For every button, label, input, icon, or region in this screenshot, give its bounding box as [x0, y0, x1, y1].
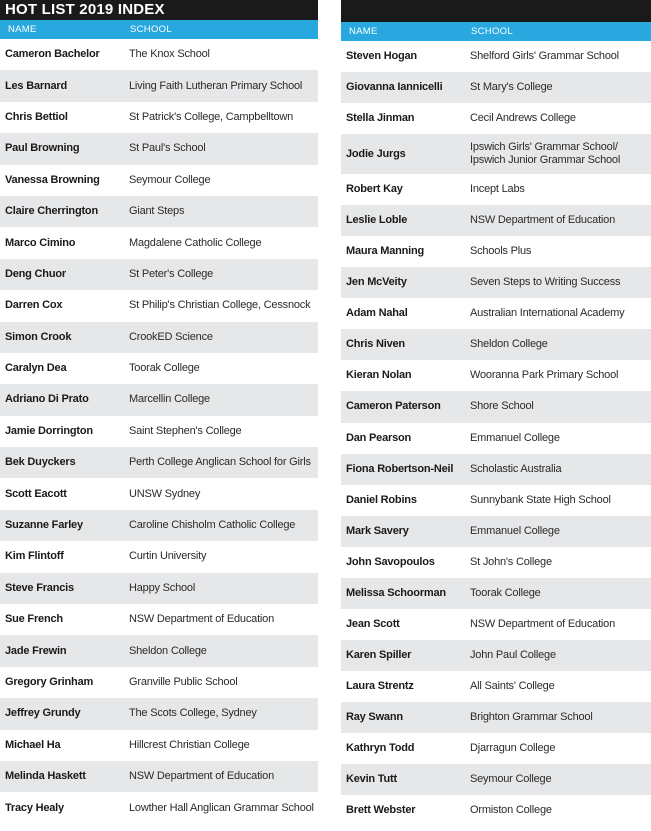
school-name: St John's College: [470, 555, 552, 568]
person-name: Fiona Robertson-Neil: [346, 462, 454, 475]
table-row: [341, 103, 651, 134]
table-row: [341, 795, 651, 826]
person-name: Sue French: [5, 613, 63, 626]
table-header-left: [0, 20, 318, 39]
table-row: [341, 205, 651, 236]
column-header-name: NAME: [349, 26, 378, 37]
column-header-name: NAME: [8, 24, 37, 35]
person-name: Kieran Nolan: [346, 369, 412, 382]
person-name: Claire Cherrington: [5, 205, 98, 218]
school-name: Giant Steps: [129, 205, 185, 218]
school-name: Shore School: [470, 400, 534, 413]
school-name: St Peter's College: [129, 267, 214, 280]
school-name: Granville Public School: [129, 676, 238, 688]
table-row: [341, 298, 651, 329]
school-name: St Mary's College: [470, 81, 553, 94]
table-row: [0, 730, 318, 761]
table-row: [0, 573, 318, 604]
column-header-school: SCHOOL: [471, 26, 513, 37]
school-name: Sheldon College: [470, 338, 548, 351]
school-name: Ipswich Girls' Grammar School/ Ipswich Junior Grammar School: [470, 141, 621, 167]
person-name: Robert Kay: [346, 183, 403, 196]
person-name: Adam Nahal: [346, 307, 408, 320]
school-name: Seven Steps to Writing Success: [470, 276, 621, 289]
table-row: [0, 604, 318, 635]
person-name: Jean Scott: [346, 617, 400, 630]
school-name: Sunnybank State High School: [470, 493, 611, 506]
person-name: Vanessa Browning: [5, 173, 100, 186]
school-name: Caroline Chisholm Catholic College: [129, 519, 296, 532]
person-name: Adriano Di Prato: [5, 393, 89, 406]
table-row: [0, 227, 318, 258]
title-bar-continuation: [341, 0, 651, 22]
table-row: [341, 41, 651, 72]
school-name: Hillcrest Christian College: [129, 738, 250, 751]
table-row: [341, 578, 651, 609]
school-name: Shelford Girls' Grammar School: [470, 50, 619, 63]
school-name: Wooranna Park Primary School: [470, 369, 619, 382]
school-name: Marcellin College: [129, 393, 210, 406]
column-header-school: SCHOOL: [130, 24, 172, 35]
person-name: Marco Cimino: [5, 236, 76, 249]
school-name: Sheldon College: [129, 644, 207, 657]
table-row: [341, 423, 651, 454]
table-row: [341, 733, 651, 764]
table-row: [0, 196, 318, 227]
index-list-right: [341, 41, 651, 826]
school-name: The Knox School: [129, 48, 210, 61]
person-name: Jen McVeity: [346, 276, 407, 289]
person-name: Stella Jinman: [346, 112, 415, 125]
person-name: Kevin Tutt: [346, 773, 397, 786]
person-name: Steven Hogan: [346, 50, 417, 63]
table-row: [0, 510, 318, 541]
person-name: Michael Ha: [5, 738, 61, 751]
table-row: [341, 72, 651, 103]
table-row: [341, 134, 651, 174]
school-name: Perth College Anglican School for Girls: [129, 456, 311, 469]
school-name: Curtin University: [129, 550, 207, 563]
person-name: Paul Browning: [5, 142, 80, 155]
table-row: [341, 391, 651, 422]
school-name: NSW Department of Education: [470, 214, 616, 227]
school-name: Toorak College: [129, 362, 200, 375]
person-name: Kathryn Todd: [346, 742, 415, 754]
person-name: Maura Manning: [346, 245, 425, 258]
school-name: Seymour College: [129, 173, 211, 186]
table-row: [0, 761, 318, 792]
table-row: [341, 454, 651, 485]
school-name: All Saints' College: [470, 679, 555, 692]
page-title: HOT LIST 2019 INDEX: [0, 0, 318, 20]
table-row: [341, 485, 651, 516]
person-name: Jade Frewin: [5, 644, 67, 657]
table-row: [341, 671, 651, 702]
person-name: John Savopoulos: [346, 555, 435, 568]
person-name: Mark Savery: [346, 524, 409, 537]
table-row: [0, 259, 318, 290]
index-list-left: [0, 39, 318, 824]
right-column: [341, 0, 651, 826]
person-name: Melinda Haskett: [5, 770, 86, 783]
table-row: [0, 635, 318, 666]
table-row: [341, 236, 651, 267]
person-name: Steve Francis: [5, 581, 74, 594]
person-name: Chris Bettiol: [5, 110, 68, 123]
person-name: Daniel Robins: [346, 493, 417, 506]
school-name: Magdalene Catholic College: [129, 236, 262, 249]
school-name: St Philip's Christian College, Cessnock: [129, 299, 311, 312]
school-name: St Paul's School: [129, 142, 206, 155]
person-name: Cameron Paterson: [346, 400, 441, 413]
person-name: Scott Eacott: [5, 487, 67, 500]
table-row: [0, 698, 318, 729]
school-name: NSW Department of Education: [129, 613, 275, 626]
person-name: Laura Strentz: [346, 679, 414, 692]
school-name: Happy School: [129, 581, 196, 594]
person-name: Karen Spiller: [346, 648, 412, 661]
table-row: [341, 547, 651, 578]
table-row: [0, 541, 318, 572]
table-row: [0, 290, 318, 321]
table-row: [0, 384, 318, 415]
school-name: Cecil Andrews College: [470, 112, 576, 125]
person-name: Ray Swann: [346, 710, 403, 723]
table-row: [0, 133, 318, 164]
person-name: Les Barnard: [5, 79, 67, 92]
person-name: Jamie Dorrington: [5, 424, 93, 437]
person-name: Tracy Healy: [5, 801, 64, 814]
person-name: Caralyn Dea: [5, 362, 67, 375]
person-name: Melissa Schoorman: [346, 586, 446, 599]
school-name: Australian International Academy: [470, 307, 625, 320]
school-name: St Patrick's College, Campbelltown: [129, 110, 294, 123]
table-header-right: [341, 22, 651, 41]
table-row: [341, 764, 651, 795]
table-row: [0, 447, 318, 478]
school-name: CrookED Science: [129, 330, 213, 343]
table-row: [341, 609, 651, 640]
table-row: [341, 267, 651, 298]
person-name: Deng Chuor: [5, 267, 66, 280]
school-name: Scholastic Australia: [470, 462, 562, 475]
table-row: [0, 353, 318, 384]
school-name: NSW Department of Education: [470, 617, 616, 630]
table-row: [0, 792, 318, 823]
table-row: [341, 329, 651, 360]
person-name: Gregory Grinham: [5, 676, 94, 688]
school-name: Schools Plus: [470, 245, 532, 258]
person-name: Kim Flintoff: [5, 550, 64, 563]
person-name: Darren Cox: [5, 299, 63, 312]
person-name: Brett Webster: [346, 804, 416, 817]
school-name: Djarragun College: [470, 742, 556, 754]
person-name: Dan Pearson: [346, 431, 412, 444]
table-row: [0, 165, 318, 196]
person-name: Bek Duyckers: [5, 456, 76, 469]
person-name: Chris Niven: [346, 338, 405, 351]
school-name: Saint Stephen's College: [129, 424, 242, 437]
left-column: [0, 0, 318, 824]
school-name: UNSW Sydney: [129, 487, 201, 500]
table-row: [341, 516, 651, 547]
table-row: [341, 702, 651, 733]
school-name: Toorak College: [470, 586, 541, 599]
school-name: Lowther Hall Anglican Grammar School: [129, 801, 314, 814]
person-name: Simon Crook: [5, 330, 72, 343]
person-name: Jodie Jurgs: [346, 147, 406, 160]
school-name: Emmanuel College: [470, 431, 560, 444]
table-row: [341, 174, 651, 205]
school-name: Brighton Grammar School: [470, 710, 593, 723]
table-row: [0, 322, 318, 353]
table-row: [0, 39, 318, 70]
table-row: [0, 102, 318, 133]
table-row: [0, 667, 318, 698]
table-row: [341, 360, 651, 391]
person-name: Jeffrey Grundy: [5, 707, 81, 720]
person-name: Giovanna Iannicelli: [346, 81, 443, 94]
table-row: [0, 70, 318, 101]
school-name: NSW Department of Education: [129, 770, 275, 783]
person-name: Suzanne Farley: [5, 519, 83, 532]
person-name: Leslie Loble: [346, 214, 408, 227]
school-name: John Paul College: [470, 648, 556, 661]
school-name: Emmanuel College: [470, 524, 560, 537]
school-name: Living Faith Lutheran Primary School: [129, 79, 303, 92]
person-name: Cameron Bachelor: [5, 48, 100, 61]
table-row: [0, 478, 318, 509]
table-row: [341, 640, 651, 671]
school-name: Ormiston College: [470, 804, 552, 817]
school-name: The Scots College, Sydney: [129, 707, 257, 720]
table-row: [0, 416, 318, 447]
school-name: Seymour College: [470, 773, 552, 786]
school-name: Incept Labs: [470, 183, 525, 196]
